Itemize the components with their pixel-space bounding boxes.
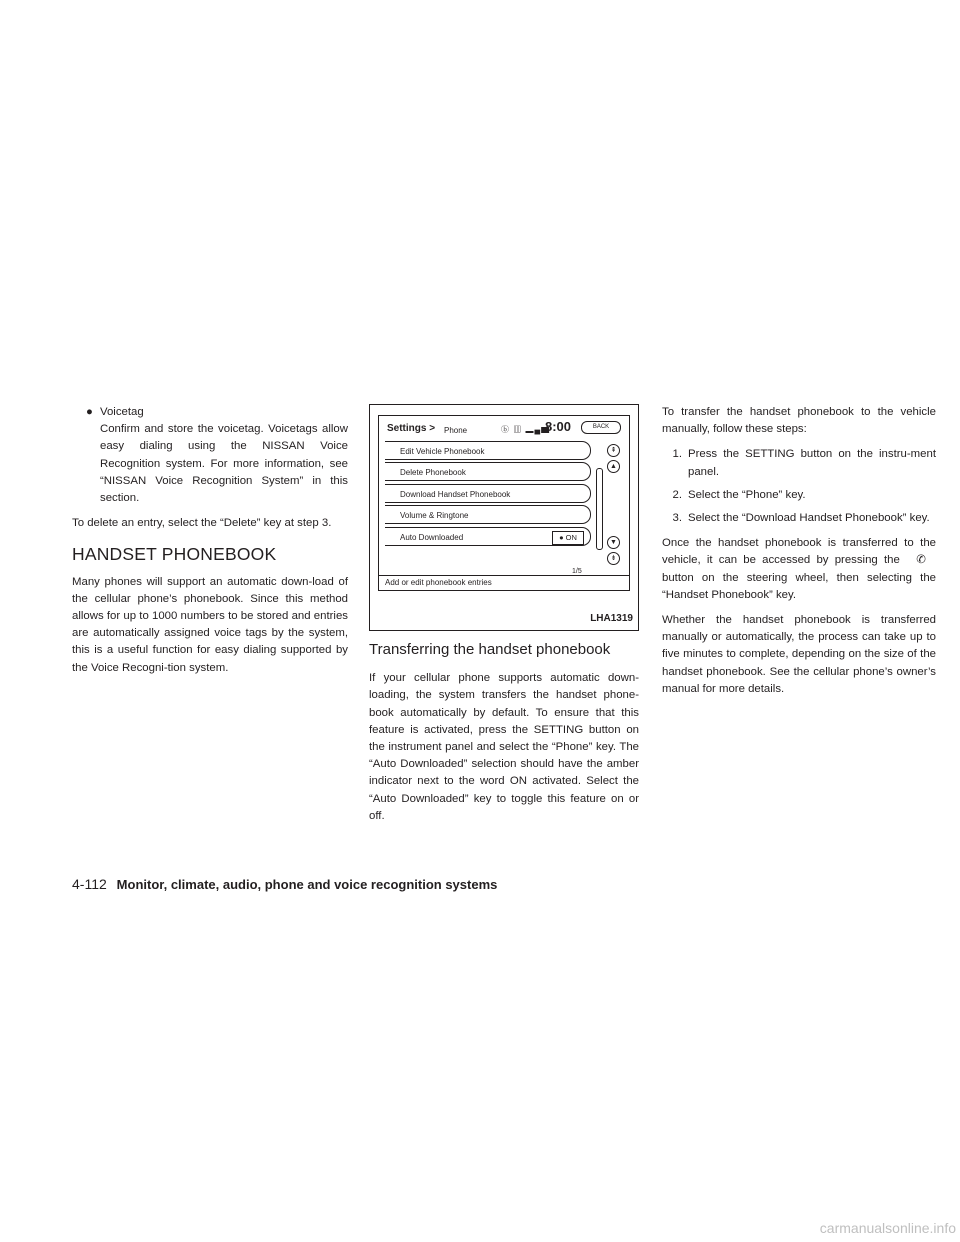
bullet-title: Voicetag [100, 406, 144, 418]
screen-subtitle: Phone [444, 426, 468, 435]
bullet-text: Confirm and store the voicetag. Voicetags allow easy dialing using the NISSAN Voice Recognition system. For more information, see “NISSAN Voice Recognition System” in this section. [100, 423, 348, 505]
access-text-b: button on the steering wheel, then selecting the “Handset Phonebook” key. [662, 571, 936, 601]
step-number: 2. [672, 488, 682, 501]
settings-menu [385, 441, 591, 548]
steps-list [662, 446, 936, 527]
section-heading: HANDSET PHONEBOOK [72, 544, 277, 565]
column-2 [369, 404, 639, 833]
menu-item-download-handset-phonebook[interactable]: Download Handset Phonebook [385, 484, 591, 503]
bullet-voicetag [72, 404, 348, 507]
display-screen [378, 415, 630, 591]
scroll-bottom-icon[interactable]: ⇟ [607, 552, 620, 565]
menu-item-auto-downloaded-label: Auto Downloaded [400, 532, 464, 542]
step-text: Select the “Download Handset Phonebook” key. [688, 512, 930, 525]
column-3 [662, 404, 936, 706]
step-item [662, 487, 936, 504]
step-item [662, 446, 936, 480]
settings-screen-figure [369, 404, 639, 631]
subsection-heading: Transferring the handset phonebook [369, 641, 611, 658]
scrollbar-track[interactable] [596, 468, 603, 550]
status-icons: ⓑ ▥ ▂▄▆ [501, 425, 551, 434]
menu-item-edit-vehicle-phonebook[interactable]: Edit Vehicle Phonebook [385, 441, 591, 460]
scroll-top-icon[interactable]: ⇞ [607, 444, 620, 457]
on-indicator: ● ON [552, 531, 584, 545]
delete-entry-paragraph: To delete an entry, select the “Delete” key at step 3. [72, 517, 332, 530]
page-indicator: 1/5 [572, 568, 582, 575]
screen-clock: 8:00 [545, 419, 572, 434]
handset-phonebook-paragraph: Many phones will support an automatic down-load of the cellular phone’s phonebook. Since this method allows for up to 1000 numbers to be stored and entries are automatically assigned voice tags by the system, this is a useful function for easy dialing supported by the Voice Recogni-tion system. [72, 575, 348, 674]
step-text: Press the SETTING button on the instru-ment panel. [688, 448, 936, 478]
access-text-a: Once the handset phonebook is transferred to the vehicle, it can be accessed by pressing the [662, 537, 936, 567]
screen-title: Settings > [387, 423, 436, 434]
step-number: 1. [672, 448, 682, 461]
menu-item-delete-phonebook[interactable]: Delete Phonebook [385, 462, 591, 481]
page-footer [72, 876, 497, 892]
manual-transfer-intro: To transfer the handset phonebook to the vehicle manually, follow these steps: [662, 406, 936, 436]
section-title: Monitor, climate, audio, phone and voice recognition systems [116, 877, 498, 892]
step-item [662, 510, 936, 527]
phone-icon: ✆ [916, 554, 926, 567]
screen-footer-hint: Add or edit phonebook entries [379, 575, 629, 590]
transfer-duration-paragraph: Whether the handset phonebook is transferred manually or automatically, the process can take up to five minutes to complete, depending on the size of the handset phonebook. See the cellular phone’s owner’s manual for more details. [662, 614, 936, 695]
step-number: 3. [672, 512, 682, 525]
menu-item-volume-ringtone[interactable]: Volume & Ringtone [385, 505, 591, 524]
column-1 [72, 404, 348, 685]
watermark: carmanualsonline.info [819, 1220, 956, 1236]
auto-download-paragraph: If your cellular phone supports automatic down-loading, the system transfers the handset phone-book automatically by default. To ensure that this feature is activated, press the SETTING button on the instrument panel and select the “Phone” key. The “Auto Downloaded” selection should have the amber indicator next to the word ON activated. Select the “Auto Downloaded” key to toggle this feature on or off. [369, 672, 639, 822]
back-button[interactable]: BACK [581, 421, 621, 434]
scroll-down-icon[interactable]: ▼ [607, 536, 620, 549]
menu-item-auto-downloaded[interactable] [385, 527, 591, 546]
bullet-icon: ● [86, 406, 93, 418]
screen-header [379, 416, 629, 438]
access-phonebook-paragraph [662, 535, 936, 604]
step-text: Select the “Phone” key. [688, 488, 806, 501]
page-number: 4-112 [72, 876, 107, 892]
scroll-up-icon[interactable]: ▲ [607, 460, 620, 473]
figure-id: LHA1319 [590, 612, 633, 624]
